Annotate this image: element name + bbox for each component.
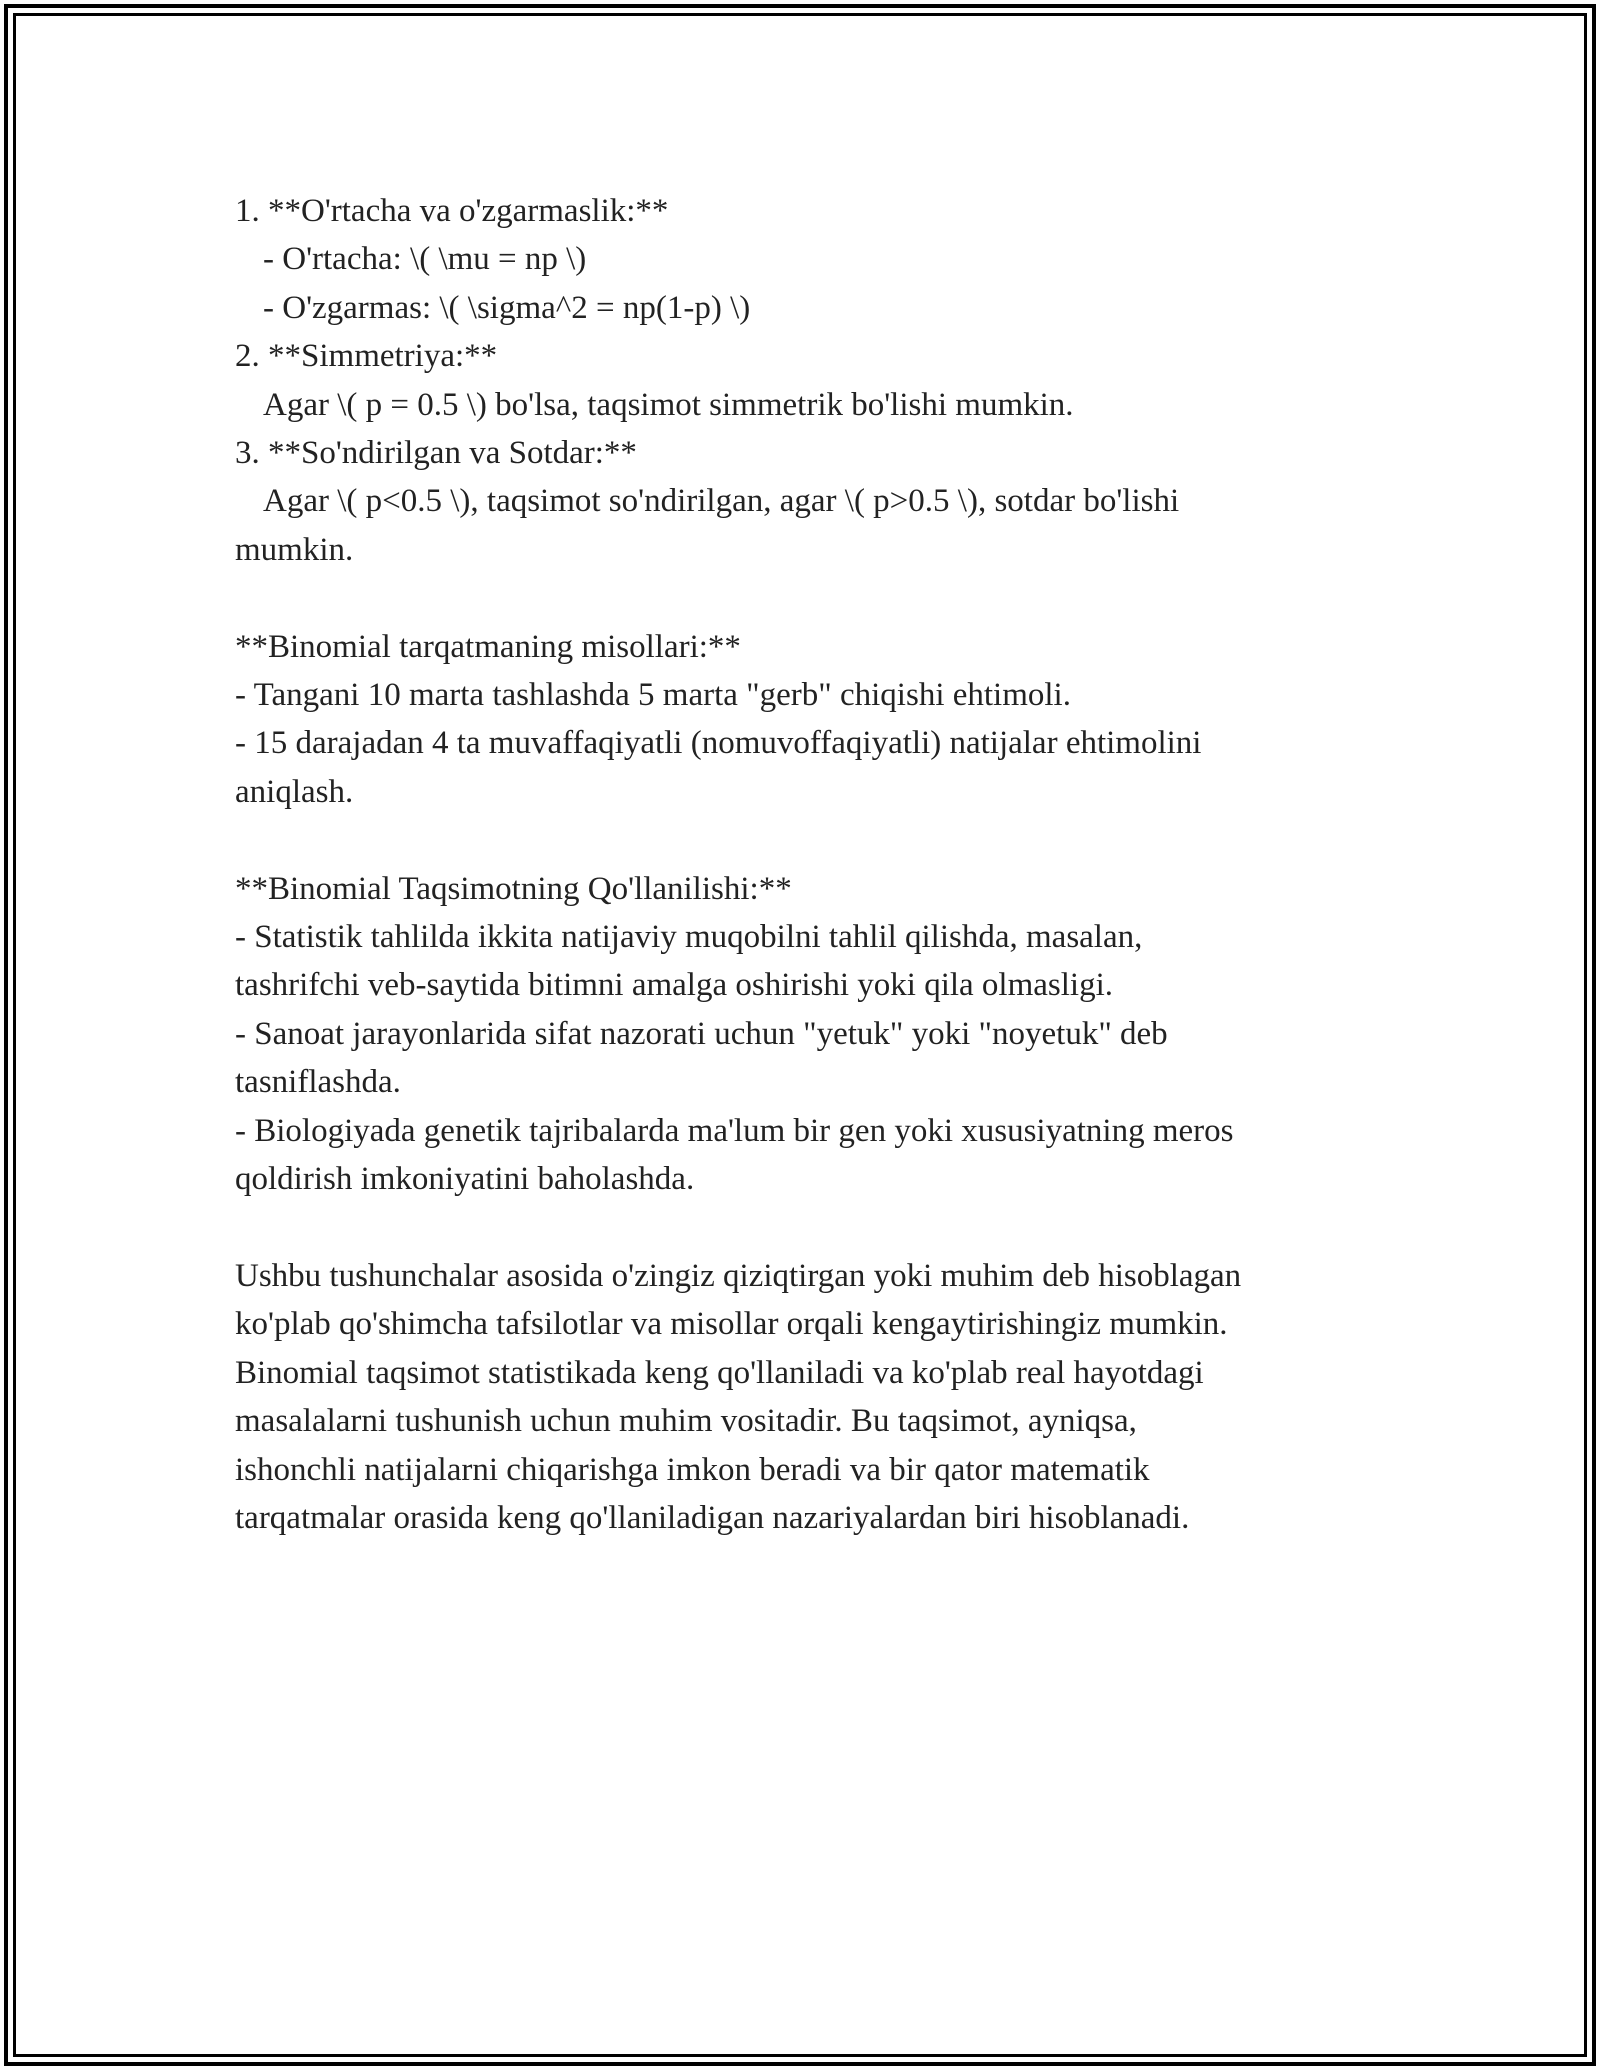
bullet-text: aniqlash. [235, 773, 354, 810]
list-item-text: Agar \( p<0.5 \), taqsimot so'ndirilgan, agar \( p>0.5 \), sotdar bo'lishi [263, 483, 1180, 520]
examples-section [235, 623, 1365, 817]
bullet-text: - 15 darajadan 4 ta muvaffaqiyatli (nomuvoffaqiyatli) natijalar ehtimolini [235, 725, 1202, 762]
list-item-heading: 2. **Simmetriya:** [235, 338, 498, 375]
list-item-text: mumkin. [235, 531, 354, 568]
paragraph-line: Binomial taqsimot statistikada keng qo'llaniladi va ko'plab real hayotdagi [235, 1354, 1204, 1391]
document-body [235, 187, 1365, 1542]
paragraph-line: tarqatmalar orasida keng qo'llaniladigan nazariyalardan biri hisoblanadi. [235, 1499, 1190, 1536]
bullet-text: - Sanoat jarayonlarida sifat nazorati uchun "yetuk" yoki "noyetuk" deb [235, 1015, 1168, 1052]
bullet-text: tashrifchi veb-saytida bitimni amalga oshirishi yoki qila olmasligi. [235, 967, 1114, 1004]
list-item-heading: 1. **O'rtacha va o'zgarmaslik:** [235, 193, 669, 229]
bullet-text: tasniflashda. [235, 1064, 401, 1101]
list-item-text: Agar \( p = 0.5 \) bo'lsa, taqsimot simmetrik bo'lishi mumkin. [263, 386, 1074, 423]
paragraph-line: ishonchli natijalarni chiqarishga imkon beradi va bir qator matematik [235, 1451, 1150, 1488]
list-item-heading: 3. **So'ndirilgan va Sotdar:** [235, 435, 637, 472]
list-item-text: - O'zgarmas: \( \sigma^2 = np(1-p) \) [263, 289, 751, 326]
paragraph-gap [235, 574, 1365, 622]
section-heading: **Binomial tarqatmaning misollari:** [235, 628, 741, 665]
paragraph-line: Ushbu tushunchalar asosida o'zingiz qiziqtirgan yoki muhim deb hisoblagan [235, 1257, 1242, 1294]
paragraph-gap [235, 816, 1365, 864]
list-item-text: - O'rtacha: \( \mu = np \) [263, 241, 587, 278]
section-heading: **Binomial Taqsimotning Qo'llanilishi:** [235, 870, 792, 907]
bullet-text: - Biologiyada genetik tajribalarda ma'lum bir gen yoki xususiyatning meros [235, 1112, 1234, 1149]
properties-section [235, 187, 1365, 574]
applications-section [235, 865, 1365, 1204]
bullet-text: - Statistik tahlilda ikkita natijaviy muqobilni tahlil qilishda, masalan, [235, 919, 1143, 956]
bullet-text: - Tangani 10 marta tashlashda 5 marta "gerb" chiqishi ehtimoli. [235, 677, 1071, 714]
conclusion-paragraph [235, 1252, 1365, 1542]
paragraph-line: ko'plab qo'shimcha tafsilotlar va misollar orqali kengaytirishingiz mumkin. [235, 1306, 1228, 1343]
paragraph-gap [235, 1204, 1365, 1252]
bullet-text: qoldirish imkoniyatini baholashda. [235, 1161, 695, 1198]
paragraph-line: masalalarni tushunish uchun muhim vositadir. Bu taqsimot, ayniqsa, [235, 1403, 1137, 1440]
